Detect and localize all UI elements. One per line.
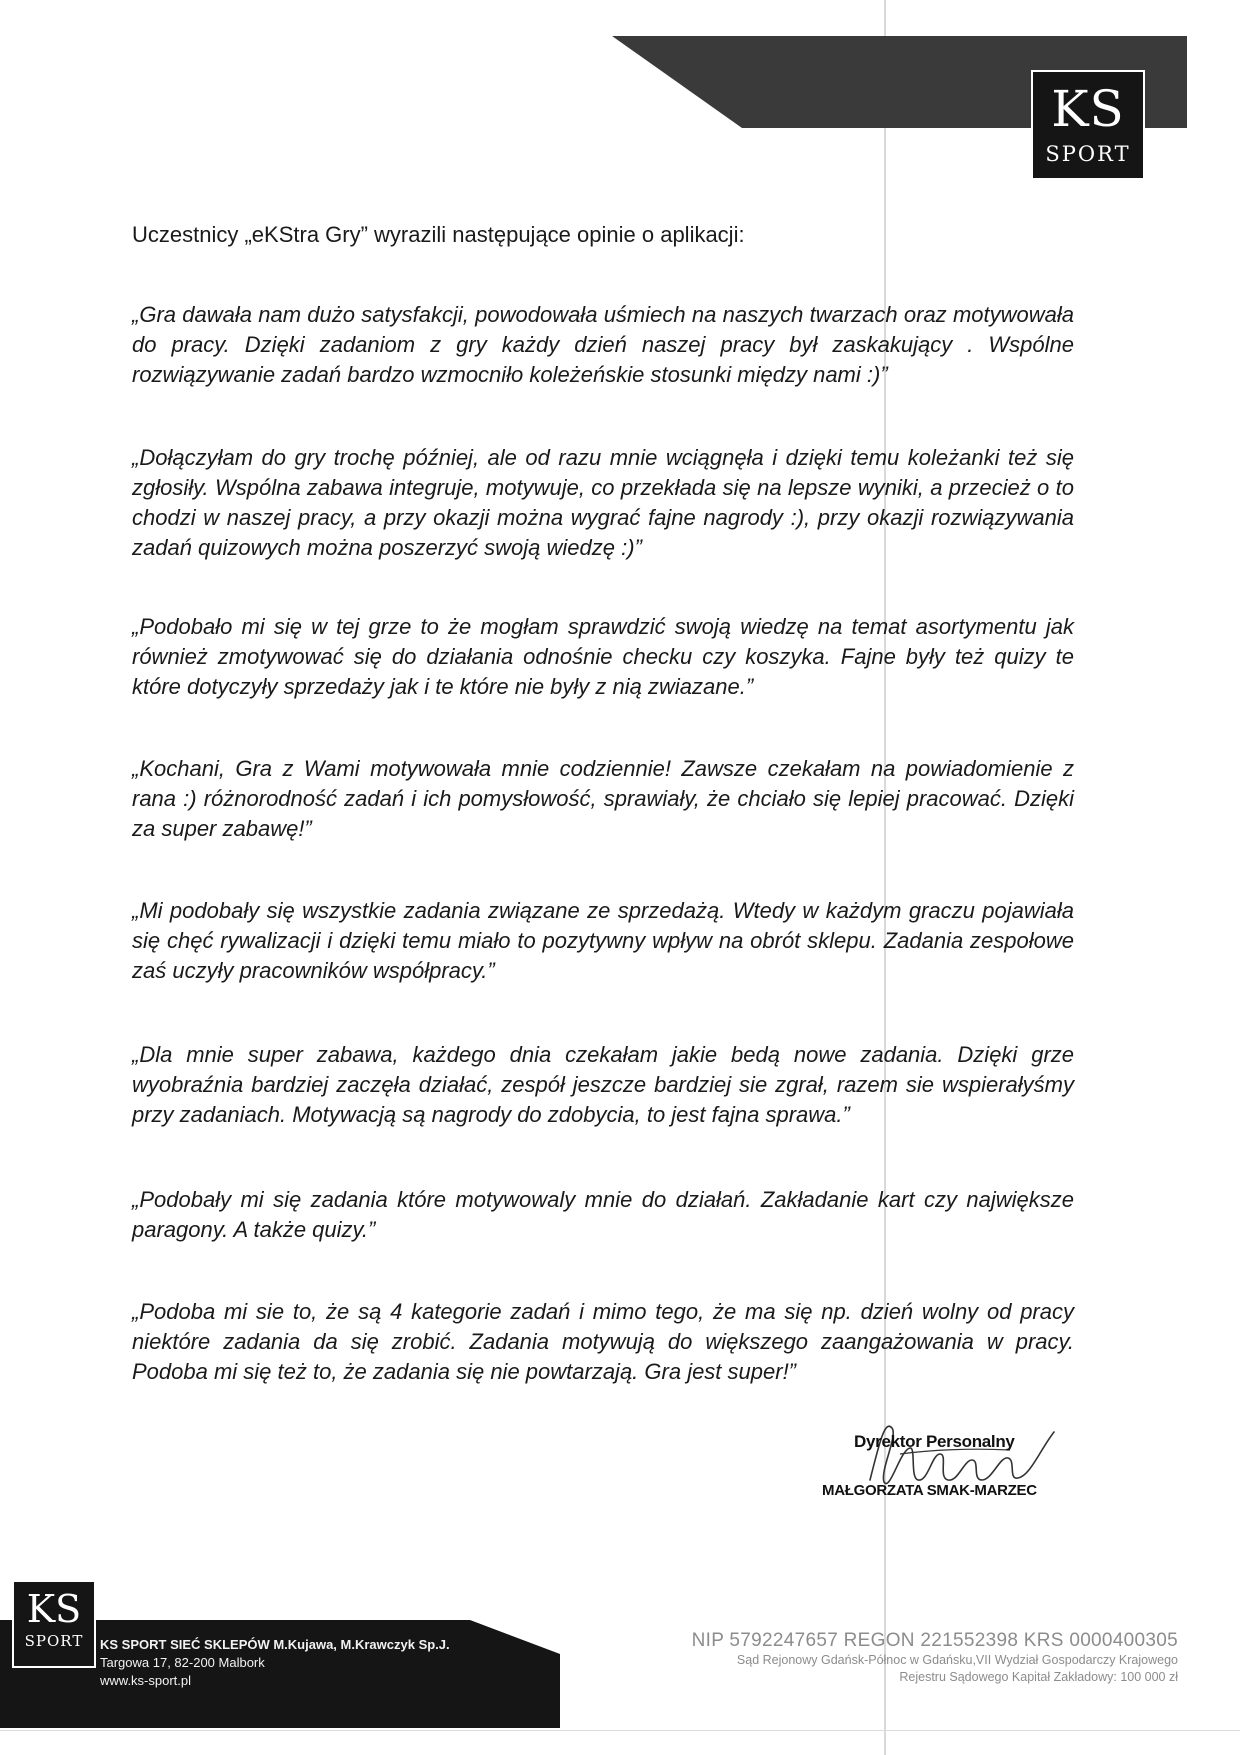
signature-block bbox=[800, 1420, 1060, 1510]
quote-7: „Podobały mi się zadania które motywowaly mnie do działań. Zakładanie kart czy największe paragony. A także quizy.” bbox=[132, 1187, 1074, 1242]
quote-6: „Dla mnie super zabawa, każdego dnia czekałam jakie bedą nowe zadania. Dzięki grze wyobraźnia bardziej zaczęła działać, zespół jeszcze bardziej sie zgrał, razem sie wspierałyśmy przy zadaniach. Motywacją są nagrody do zdobycia, to jest fajna sprawa.” bbox=[132, 1042, 1074, 1127]
footer-address: Targowa 17, 82-200 Malbork bbox=[100, 1655, 265, 1670]
footer-website: www.ks-sport.pl bbox=[100, 1673, 192, 1688]
footer-registry-ids: NIP 5792247657 REGON 221552398 KRS 0000400305 bbox=[691, 1630, 1178, 1651]
footer-logo-ks-text: KS bbox=[26, 1587, 82, 1631]
quote-1: „Gra dawała nam dużo satysfakcji, powodowała uśmiech na naszych twarzach oraz motywowała do pracy. Dzięki zadaniom z gry każdy dzień naszej pracy był zaskakujący . Wspólne rozwiązywanie zadań bardzo wzmocniło koleżeńskie stosunki między nami :)” bbox=[132, 302, 1074, 387]
page-heading: Uczestnicy „eKStra Gry” wyrazili następujące opinie o aplikacji: bbox=[132, 222, 745, 247]
signatory-name: MAŁGORZATA SMAK-MARZEC bbox=[822, 1482, 1037, 1499]
logo-sport-text: SPORT bbox=[1045, 142, 1131, 166]
quote-2: „Dołączyłam do gry trochę później, ale od razu mnie wciągnęła i dzięki temu koleżanki też się zgłosiły. Wspólna zabawa integruje, motywuje, co przekłada się na lepsze wyniki, a przecież o to chodzi w naszej pracy, a przy okazji można wygrać fajne nagrody :), przy okazji rozwiązywania zadań quizowych można poszerzyć swoją wiedzę :)” bbox=[132, 445, 1074, 560]
quote-4: „Kochani, Gra z Wami motywowała mnie codziennie! Zawsze czekałam na powiadomienie z rana :) różnorodność zadań i ich pomysłowość, sprawiały, że chciało się lepiej pracować. Dzięki za super zabawę!” bbox=[132, 756, 1074, 841]
footer-court-line-1: Sąd Rejonowy Gdańsk-Północ w Gdańsku,VII Wydział Gospodarczy Krajowego bbox=[736, 1653, 1178, 1667]
footer-court-line-2: Rejestru Sądowego Kapitał Zakładowy: 100 000 zł bbox=[899, 1670, 1178, 1684]
footer-company-name: KS SPORT SIEĆ SKLEPÓW M.Kujawa, M.Krawczyk Sp.J. bbox=[100, 1637, 450, 1652]
signatory-title: Dyrektor Personalny bbox=[854, 1432, 1015, 1451]
footer-logo-sport-text: SPORT bbox=[24, 1632, 84, 1650]
logo-ks-text: KS bbox=[1051, 80, 1125, 138]
footer-registry-info bbox=[618, 1630, 1178, 1686]
bottom-edge-line bbox=[0, 1730, 1240, 1731]
quote-8: „Podoba mi sie to, że są 4 kategorie zadań i mimo tego, że ma się np. dzień wolny od pracy niektóre zadania da się zrobić. Zadania motywują do większego zaangażowania w pracy. Podoba mi się też to, że zadania się nie powtarzają. Gra jest super!” bbox=[132, 1299, 1074, 1384]
footer-company-info bbox=[100, 1636, 520, 1690]
ks-sport-logo-footer bbox=[12, 1580, 96, 1668]
ks-sport-logo bbox=[1031, 70, 1145, 180]
quote-5: „Mi podobały się wszystkie zadania związane ze sprzedażą. Wtedy w każdym graczu pojawiała się chęć rywalizacji i dzięki temu miało to pozytywny wpływ na obrót sklepu. Zadania zespołowe zaś uczyły pracowników współpracy.” bbox=[132, 898, 1074, 983]
quote-3: „Podobało mi się w tej grze to że mogłam sprawdzić swoją wiedzę na temat asortymentu jak również zmotywować się do działania odnośnie checku czy koszyka. Fajne były też quizy te które dotyczyły sprzedaży jak i te które nie były z nią zwiazane.” bbox=[132, 614, 1074, 699]
